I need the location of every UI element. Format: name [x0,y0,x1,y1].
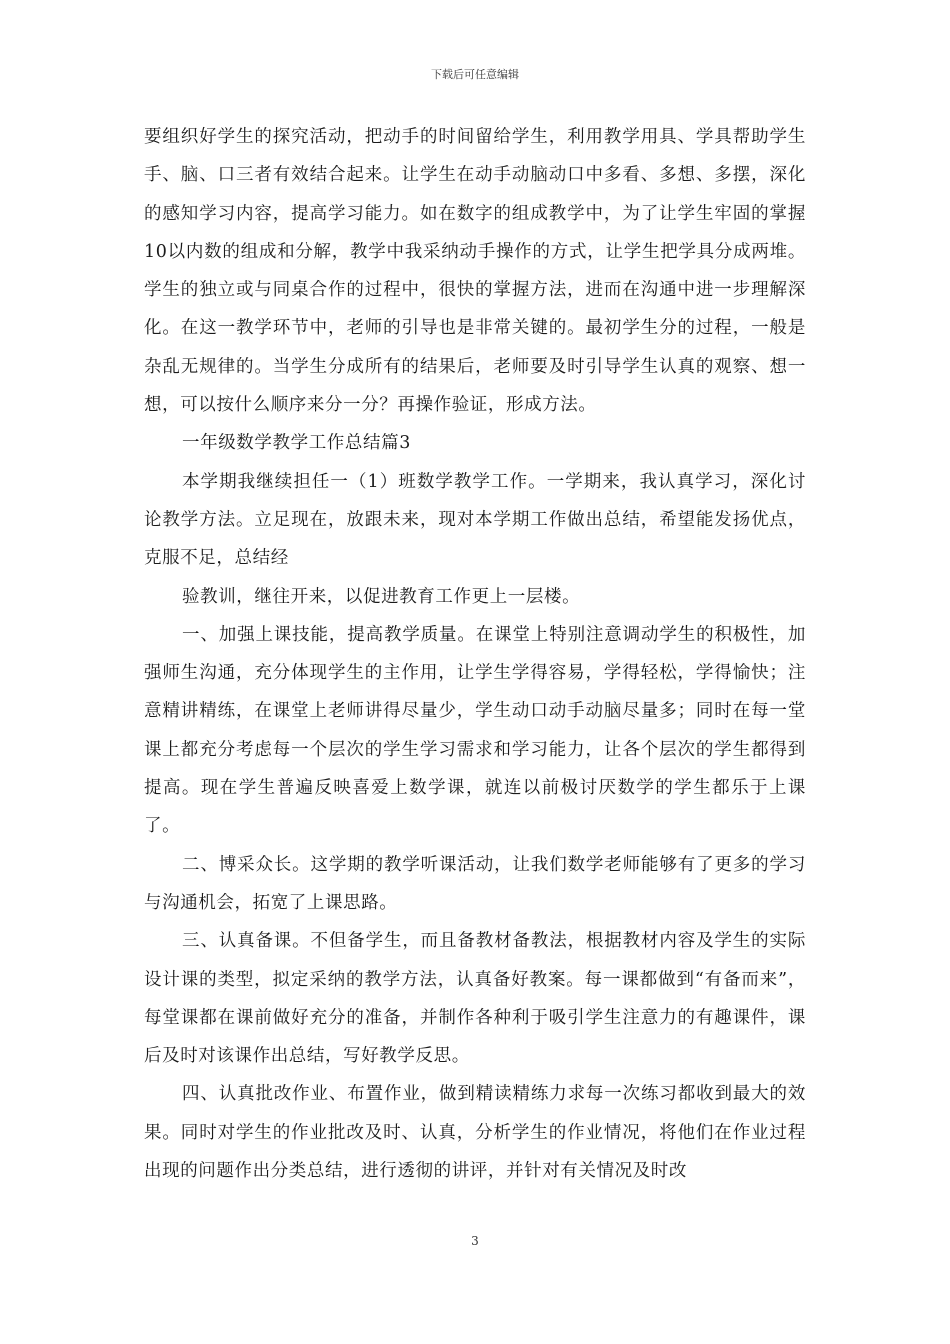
paragraph: 本学期我继续担任一（1）班数学教学工作。一学期来，我认真学习，深化讨论教学方法。立足现在，放跟未来，现对本学期工作做出总结，希望能发扬优点，克服不足，总结经 [144,471,806,569]
paragraph: 验教训，继往开来，以促进教育工作更上一层楼。 [182,586,581,607]
paragraph: 要组织好学生的探究活动，把动手的时间留给学生，利用教学用具、学具帮助学生手、脑、口三者有效结合起来。让学生在动手动脑动口中多看、多想、多摆，深化的感知学习内容，提高学习能力。如在数字的组成教学中，为了让学生牢固的掌握10以内数的组成和分解，教学中我采纳动手操作的方式，让学生把学具分成两堆。学生的独立或与同桌合作的过程中，很快的掌握方法，进而在沟通中进一步理解深化。在这一教学环节中，老师的引导也是非常关键的。最初学生分的过程，一般是杂乱无规律的。当学生分成所有的结果后，老师要及时引导学生认真的观察、想一想，可以按什么顺序来分一分？再操作验证，形成方法。 [144,127,806,416]
paragraph: 一、加强上课技能，提高教学质量。在课堂上特别注意调动学生的积极性，加强师生沟通，充分体现学生的主作用，让学生学得容易，学得轻松，学得愉快；注意精讲精练，在课堂上老师讲得尽量少，学生动口动手动脑尽量多；同时在每一堂课上都充分考虑每一个层次的学生学习需求和学习能力，让各个层次的学生都得到提高。现在学生普遍反映喜爱上数学课，就连以前极讨厌数学的学生都乐于上课了。 [144,624,806,837]
paragraph: 三、认真备课。不但备学生，而且备教材备教法，根据教材内容及学生的实际设计课的类型，拟定采纳的教学方法，认真备好教案。每一课都做到“有备而来”，每堂课都在课前做好充分的准备，并制作各种利于吸引学生注意力的有趣课件，课后及时对该课作出总结，写好教学反思。 [144,931,806,1067]
page-header: 下载后可任意编辑 [431,68,519,81]
page-number: 3 [471,1234,479,1248]
paragraph: 四、认真批改作业、布置作业，做到精读精练力求每一次练习都收到最大的效果。同时对学生的作业批改及时、认真，分析学生的作业情况，将他们在作业过程出现的问题作出分类总结，进行透彻的讲评，并针对有关情况及时改 [144,1084,806,1182]
document-body [144,118,806,1190]
section-heading: 一年级数学教学工作总结篇3 [182,433,411,454]
paragraph: 二、博采众长。这学期的教学听课活动，让我们数学老师能够有了更多的学习与沟通机会，拓宽了上课思路。 [144,854,806,913]
